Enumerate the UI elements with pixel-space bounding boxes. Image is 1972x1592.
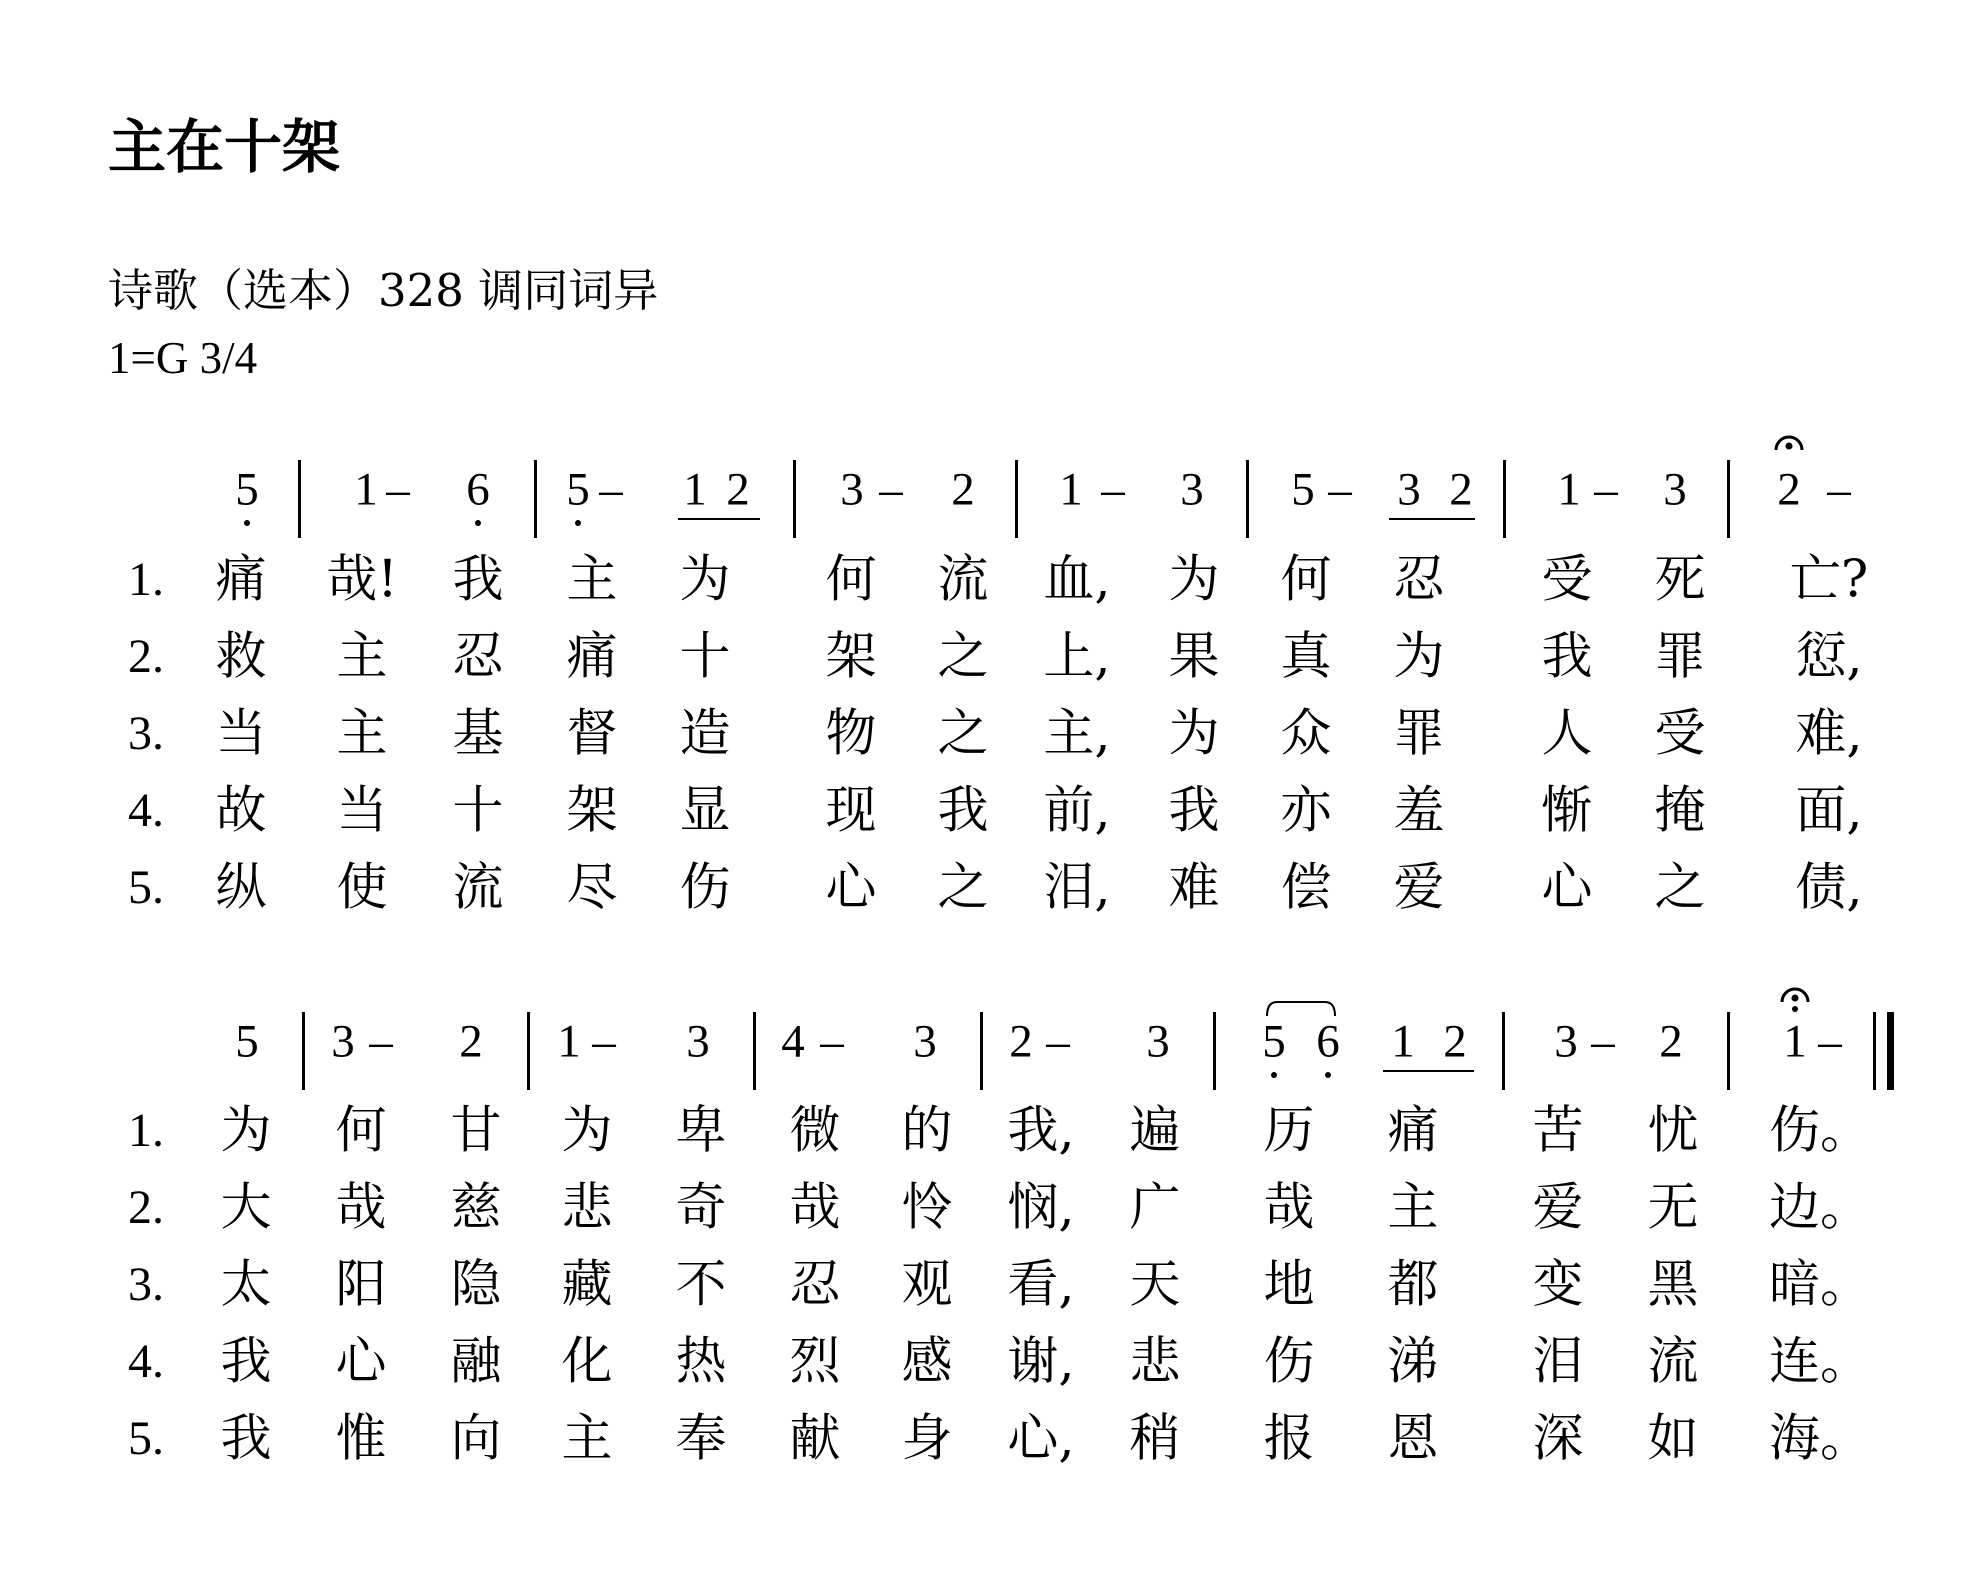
lyric-char: 的: [901, 1101, 953, 1161]
note: –: [1328, 463, 1352, 516]
note: –: [599, 463, 623, 516]
note: 1: [1783, 1015, 1807, 1068]
lyric-char: 历: [1263, 1101, 1315, 1161]
lyric-char: 物: [825, 704, 877, 764]
note: 3: [1397, 463, 1421, 516]
lyric-char: 使: [336, 858, 388, 918]
lyric-char: 之: [937, 858, 989, 918]
note: 1: [1557, 463, 1581, 516]
note: 5: [235, 1015, 259, 1068]
lyric-char: 债,: [1795, 858, 1863, 918]
lyric-char: 看,: [1007, 1255, 1075, 1315]
note: –: [592, 1015, 616, 1068]
lyric-char: 藏: [561, 1255, 613, 1315]
lyric-char: 罪: [1393, 704, 1445, 764]
note: 4: [781, 1015, 805, 1068]
lyric-char: 甘: [450, 1101, 502, 1161]
verse-number: 3.: [128, 707, 164, 760]
note: 1: [557, 1015, 581, 1068]
lyric-char: 烈: [789, 1332, 841, 1392]
verse-number: 2.: [128, 630, 164, 683]
lyric-char: 海。: [1768, 1409, 1872, 1469]
lyric-char: 造: [679, 704, 731, 764]
note: 3: [331, 1015, 355, 1068]
note: 2: [459, 1015, 483, 1068]
lyric-char: 微: [789, 1101, 841, 1161]
lyric-char: 我: [1541, 627, 1593, 687]
lyric-char: 连。: [1768, 1332, 1872, 1392]
lyric-char: 惭: [1541, 781, 1593, 841]
lyric-char: 受: [1541, 550, 1593, 610]
lyric-char: 哉: [335, 1178, 387, 1238]
lyric-char: 架: [566, 781, 618, 841]
note: –: [879, 463, 903, 516]
lyric-char: 稍: [1129, 1409, 1181, 1469]
lyric-char: 之: [937, 704, 989, 764]
lyric-char: 流: [452, 858, 504, 918]
lyric-char: 我: [220, 1409, 272, 1469]
lyric-char: 基: [452, 704, 504, 764]
lyric-char: 隐: [450, 1255, 502, 1315]
note: –: [1101, 463, 1125, 516]
lyric-char: 变: [1532, 1255, 1584, 1315]
lyric-char: 前,: [1043, 781, 1111, 841]
lyric-char: 上,: [1043, 627, 1111, 687]
note: 2: [951, 463, 975, 516]
lyric-char: 十: [679, 627, 731, 687]
lyric-char: 主: [566, 550, 618, 610]
lyric-char: 主: [336, 627, 388, 687]
lyric-char: 奉: [675, 1409, 727, 1469]
note: 2: [1443, 1015, 1467, 1068]
note: 2: [1777, 463, 1801, 516]
lyric-char: 难,: [1795, 704, 1863, 764]
lyric-char: 我,: [1007, 1101, 1075, 1161]
lyric-char: 真: [1280, 627, 1332, 687]
lyric-char: 伤。: [1768, 1101, 1872, 1161]
lyric-char: 化: [561, 1332, 613, 1392]
note: 3: [686, 1015, 710, 1068]
lyric-char: 太: [220, 1255, 272, 1315]
lyric-char: 之: [1654, 858, 1706, 918]
lyric-char: 掩: [1654, 781, 1706, 841]
lyric-char: 面,: [1795, 781, 1863, 841]
lyric-char: 谢,: [1007, 1332, 1075, 1392]
lyric-char: 爱: [1393, 858, 1445, 918]
lyric-char: 热: [675, 1332, 727, 1392]
lyric-char: 边。: [1768, 1178, 1872, 1238]
note: 2: [1449, 463, 1473, 516]
lyric-char: 受: [1654, 704, 1706, 764]
lyric-char: 心: [825, 858, 877, 918]
note: 6: [1316, 1015, 1340, 1068]
note: –: [369, 1015, 393, 1068]
lyric-char: 心: [1541, 858, 1593, 918]
lyric-char: 尽: [566, 858, 618, 918]
lyric-char: 我: [220, 1332, 272, 1392]
lyric-char: 心,: [1007, 1409, 1075, 1469]
lyric-char: 当: [215, 704, 267, 764]
lyric-char: 主: [1387, 1178, 1439, 1238]
lyric-char: 现: [825, 781, 877, 841]
lyric-char: 督: [566, 704, 618, 764]
note: 5: [566, 463, 590, 516]
note: –: [1046, 1015, 1070, 1068]
note: 2: [1009, 1015, 1033, 1068]
verse-number: 3.: [128, 1258, 164, 1311]
lyric-char: 我: [937, 781, 989, 841]
lyric-char: 地: [1263, 1255, 1315, 1315]
lyric-char: 向: [450, 1409, 502, 1469]
lyric-char: 不: [675, 1255, 727, 1315]
lyric-char: 涕: [1387, 1332, 1439, 1392]
verse-number: 5.: [128, 1412, 164, 1465]
lyric-char: 亡?: [1789, 550, 1869, 610]
lyric-char: 阳: [335, 1255, 387, 1315]
lyric-char: 救: [215, 627, 267, 687]
note: 2: [726, 463, 750, 516]
verse-number: 1.: [128, 553, 164, 606]
verse-number: 4.: [128, 1335, 164, 1388]
lyric-char: 痛: [566, 627, 618, 687]
lyric-char: 我: [1168, 781, 1220, 841]
lyric-char: 黑: [1647, 1255, 1699, 1315]
lyric-char: 之: [937, 627, 989, 687]
lyric-char: 纵: [215, 858, 267, 918]
lyric-char: 卑: [675, 1101, 727, 1161]
lyric-char: 心: [335, 1332, 387, 1392]
lyric-char: 悯,: [1007, 1178, 1075, 1238]
lyric-char: 果: [1168, 627, 1220, 687]
note: –: [820, 1015, 844, 1068]
lyric-char: 身: [901, 1409, 953, 1469]
lyric-char: 死: [1654, 550, 1706, 610]
song-title: 主在十架: [108, 113, 341, 181]
lyric-char: 泪: [1532, 1332, 1584, 1392]
lyric-char: 哉!: [326, 550, 398, 610]
note: 1: [1391, 1015, 1415, 1068]
lyric-char: 流: [937, 550, 989, 610]
song-subtitle: 诗歌（选本）328 调同词异: [108, 264, 659, 317]
lyric-char: 恩: [1387, 1409, 1439, 1469]
lyric-char: 怜: [901, 1178, 953, 1238]
lyric-char: 天: [1129, 1255, 1181, 1315]
lyric-char: 献: [789, 1409, 841, 1469]
lyric-char: 忍: [789, 1255, 841, 1315]
lyric-char: 忧: [1647, 1101, 1699, 1161]
note: 1: [683, 463, 707, 516]
note: –: [1818, 1015, 1842, 1068]
lyric-char: 奇: [675, 1178, 727, 1238]
lyric-char: 罪: [1654, 627, 1706, 687]
note: 3: [1180, 463, 1204, 516]
note: 5: [1262, 1015, 1286, 1068]
lyric-char: 亦: [1280, 781, 1332, 841]
note: –: [1827, 463, 1851, 516]
lyric-char: 为: [679, 550, 731, 610]
lyric-char: 故: [215, 781, 267, 841]
note: 1: [354, 463, 378, 516]
lyric-char: 观: [901, 1255, 953, 1315]
lyric-char: 爱: [1532, 1178, 1584, 1238]
lyric-char: 痛: [1387, 1101, 1439, 1161]
lyric-char: 忍: [1393, 550, 1445, 610]
lyric-char: 哉: [1263, 1178, 1315, 1238]
verse-number: 5.: [128, 861, 164, 914]
note: 6: [466, 463, 490, 516]
lyric-char: 悲: [561, 1178, 613, 1238]
fermata-dot: [1792, 995, 1799, 1002]
key-signature: 1=G 3/4: [108, 333, 258, 383]
note: 3: [913, 1015, 937, 1068]
fermata-dot: [1786, 443, 1793, 450]
lyric-char: 主,: [1043, 704, 1111, 764]
lyric-char: 为: [561, 1101, 613, 1161]
lyric-char: 架: [825, 627, 877, 687]
lyric-char: 泪,: [1043, 858, 1111, 918]
lyric-char: 感: [901, 1332, 953, 1392]
verse-number: 2.: [128, 1181, 164, 1234]
lyric-char: 惟: [335, 1409, 387, 1469]
lyric-char: 羞: [1393, 781, 1445, 841]
lyric-char: 主: [336, 704, 388, 764]
lyric-char: 为: [1168, 704, 1220, 764]
lyric-char: 为: [1393, 627, 1445, 687]
lyric-char: 主: [561, 1409, 613, 1469]
lyric-char: 哉: [789, 1178, 841, 1238]
note: 3: [840, 463, 864, 516]
lyric-char: 何: [1280, 550, 1332, 610]
note: 5: [235, 463, 259, 516]
note: –: [386, 463, 410, 516]
lyric-char: 融: [450, 1332, 502, 1392]
lyric-char: 慈: [450, 1178, 502, 1238]
lyric-char: 都: [1387, 1255, 1439, 1315]
lyric-char: 暗。: [1768, 1255, 1872, 1315]
lyric-char: 何: [825, 550, 877, 610]
lyric-char: 遍: [1129, 1101, 1181, 1161]
lyric-char: 伤: [1263, 1332, 1315, 1392]
note: 3: [1146, 1015, 1170, 1068]
lyric-char: 众: [1280, 704, 1332, 764]
lyric-char: 血,: [1043, 550, 1111, 610]
lyric-char: 报: [1263, 1409, 1315, 1469]
lyric-char: 无: [1647, 1178, 1699, 1238]
lyric-char: 何: [335, 1101, 387, 1161]
lyric-char: 伤: [679, 858, 731, 918]
lyric-char: 当: [336, 781, 388, 841]
note: 5: [1291, 463, 1315, 516]
lyric-char: 广: [1129, 1178, 1181, 1238]
note: 3: [1554, 1015, 1578, 1068]
lyric-char: 苦: [1532, 1101, 1584, 1161]
lyric-char: 偿: [1280, 858, 1332, 918]
lyric-char: 悲: [1129, 1332, 1181, 1392]
lyric-char: 难: [1168, 858, 1220, 918]
verse-number: 1.: [128, 1104, 164, 1157]
lyric-char: 我: [452, 550, 504, 610]
lyric-char: 为: [1168, 550, 1220, 610]
note: 3: [1663, 463, 1687, 516]
lyric-char: 为: [220, 1101, 272, 1161]
lyric-char: 愆,: [1795, 627, 1863, 687]
note: 1: [1059, 463, 1083, 516]
lyric-char: 忍: [452, 627, 504, 687]
note: 2: [1659, 1015, 1683, 1068]
lyric-char: 大: [220, 1178, 272, 1238]
lyric-char: 十: [452, 781, 504, 841]
lyric-char: 人: [1541, 704, 1593, 764]
lyric-char: 显: [679, 781, 731, 841]
lyric-char: 深: [1532, 1409, 1584, 1469]
slur: [1267, 1002, 1335, 1016]
note: –: [1591, 1015, 1615, 1068]
lyric-char: 痛: [215, 550, 267, 610]
lyric-char: 如: [1647, 1409, 1699, 1469]
lyric-char: 流: [1647, 1332, 1699, 1392]
note: –: [1594, 463, 1618, 516]
verse-number: 4.: [128, 784, 164, 837]
